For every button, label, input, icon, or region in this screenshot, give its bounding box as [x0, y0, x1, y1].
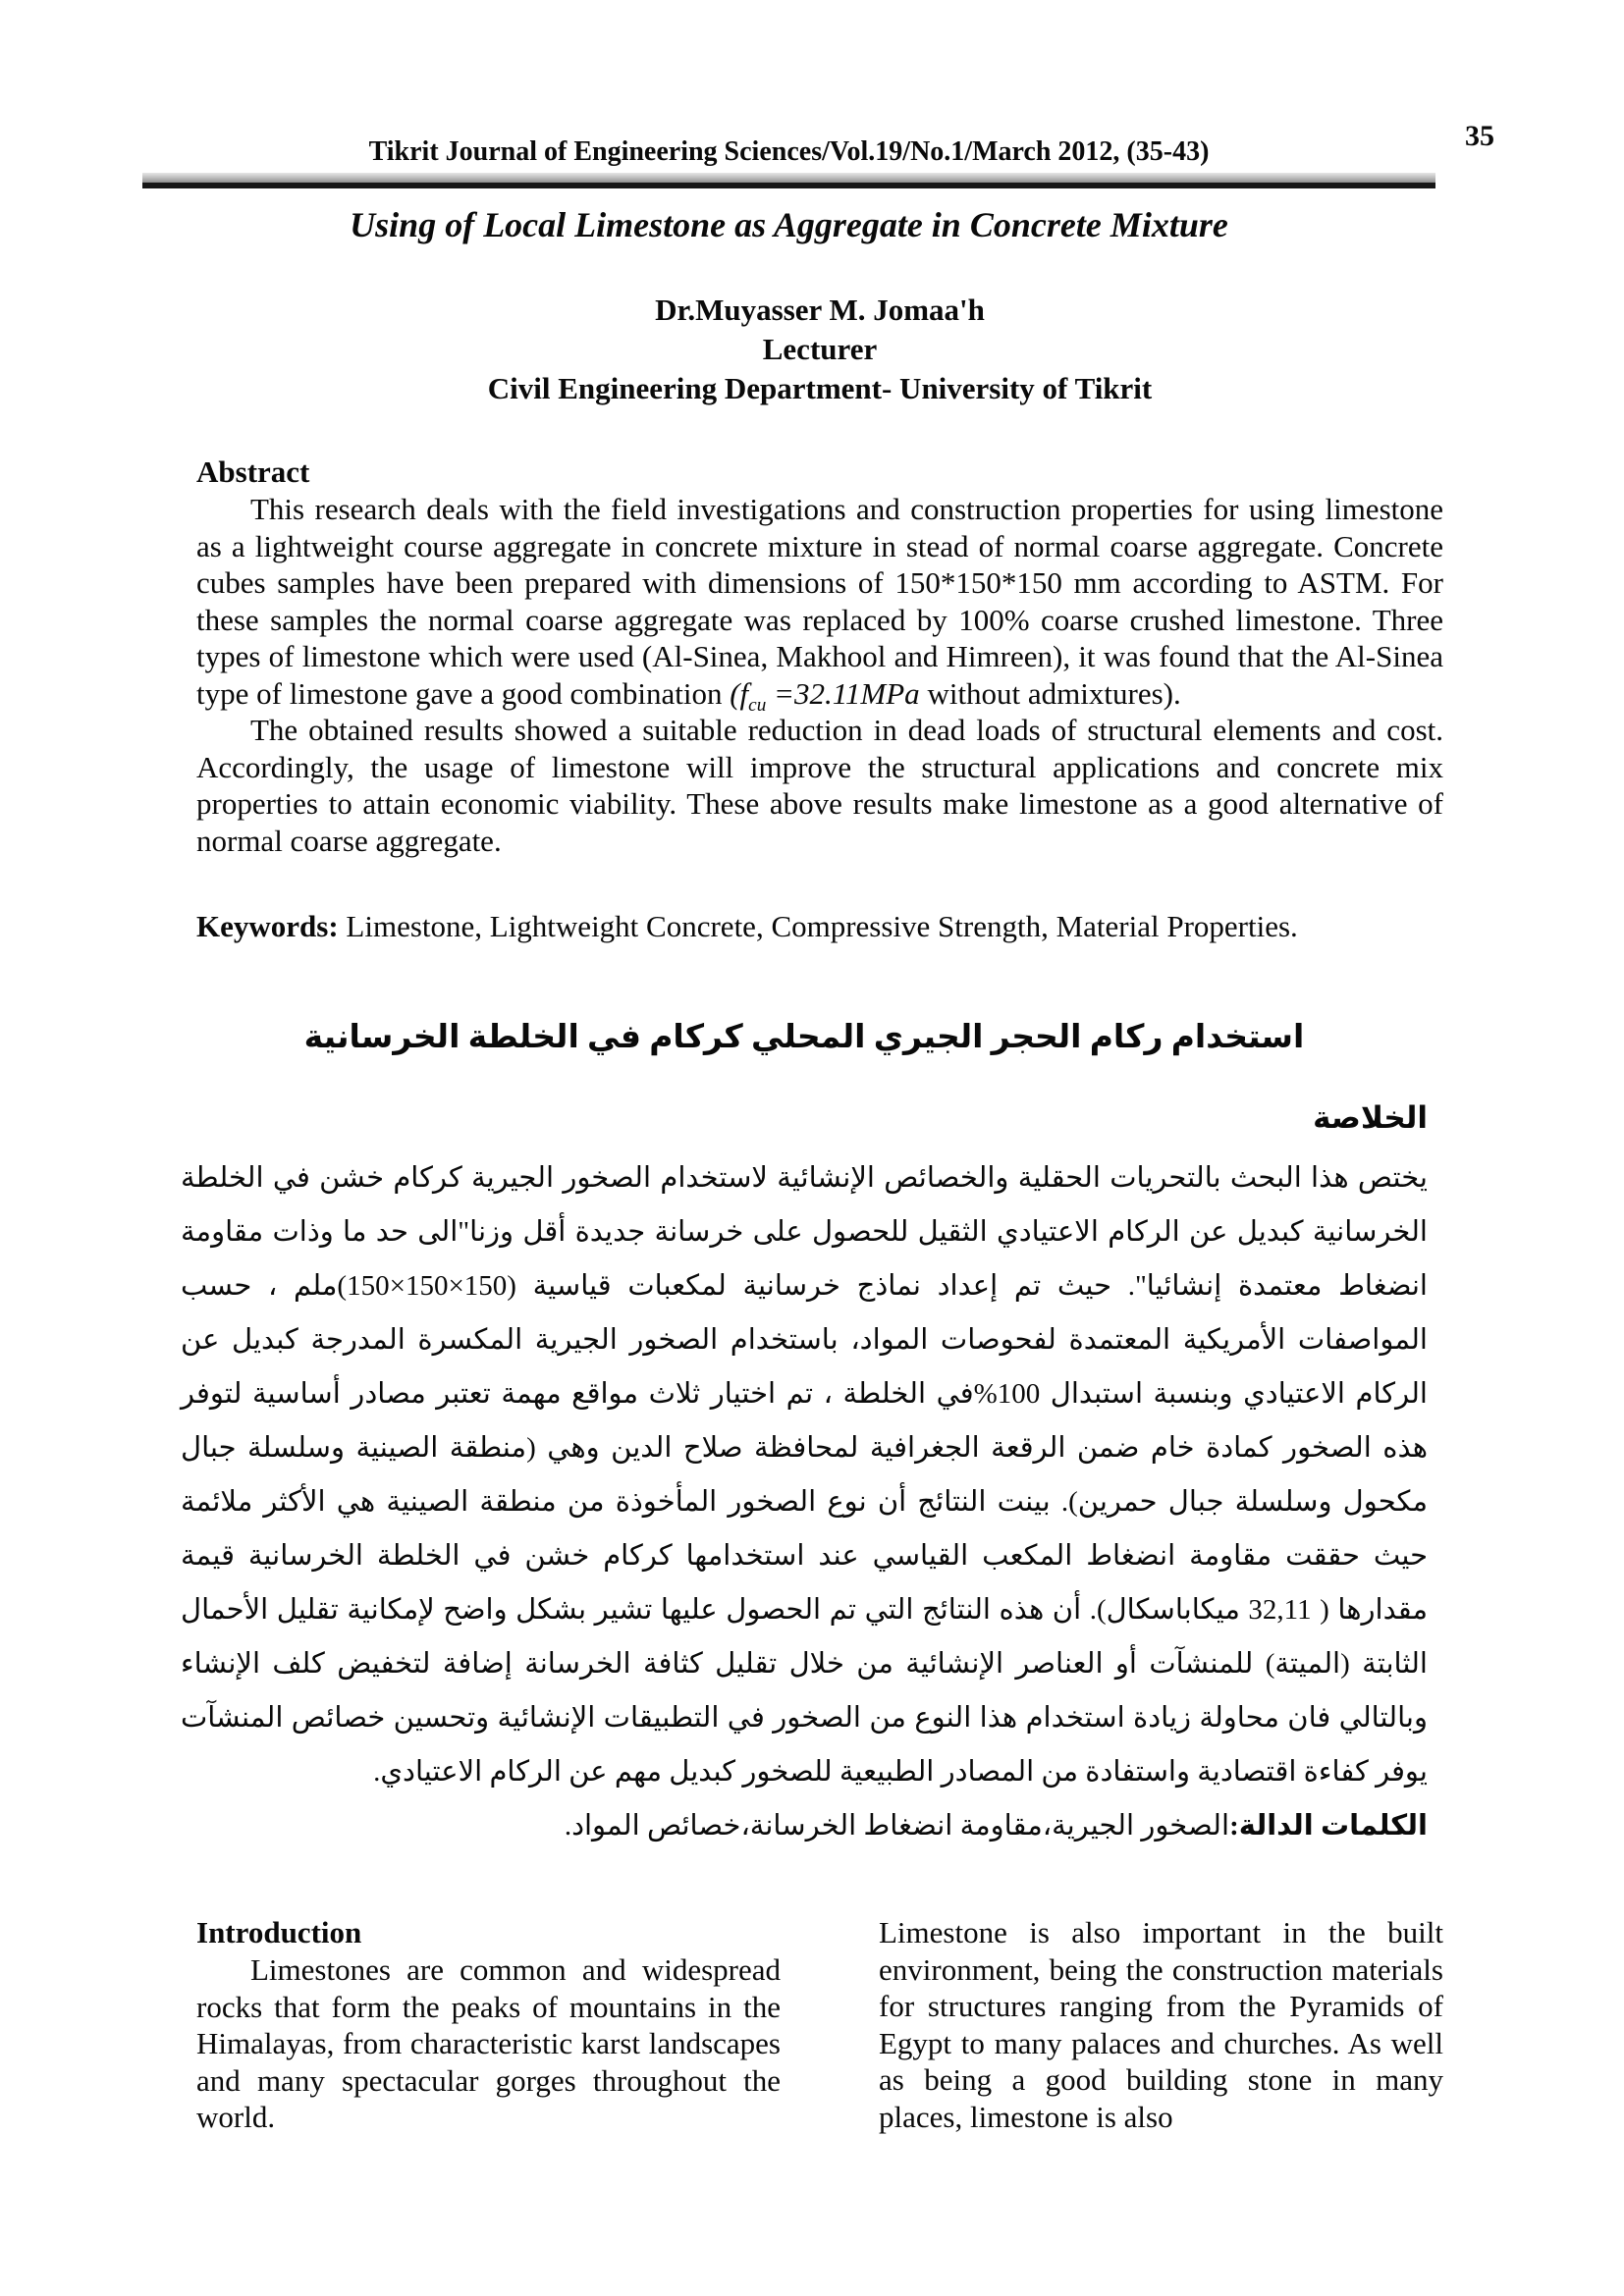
introduction-columns — [196, 1914, 1443, 2136]
journal-header: Tikrit Journal of Engineering Sciences/Vol.19/No.1/March 2012, (35-43) — [368, 136, 1210, 167]
introduction-right-paragraph: Limestone is also important in the built environment, being the construction materials for structures ranging from the Pyramids of Egypt to many palaces and churches. As well as being a good building stone in many places, limestone is also — [879, 1915, 1443, 2134]
author-name: Dr.Muyasser M. Jomaa'h — [655, 293, 985, 327]
abstract-p1-end: without admixtures). — [919, 675, 1181, 711]
header-rule-top — [142, 173, 1435, 183]
introduction-heading: Introduction — [196, 1915, 362, 1949]
keywords-line — [196, 908, 1443, 945]
author-role: Lecturer — [762, 332, 878, 366]
keywords-label: Keywords: — [196, 909, 339, 943]
arabic-abstract-heading: الخلاصة — [1313, 1100, 1428, 1135]
abstract-p1-text: This research deals with the field investigations and construction properties for using limestone as a lightweight course aggregate in concrete mixture in stead of normal coarse aggregate. Concrete cubes samples have been prepared with dimensions of 150*150*150 mm according to ASTM. For these samples the normal coarse aggregate was replaced by 100% coarse crushed limestone. Three types of limestone which were used (Al-Sinea, Makhool and Himreen), it was found that the Al-Sinea type of limestone gave a good combination — [196, 492, 1443, 711]
fcu-subscript: cu — [748, 694, 767, 716]
introduction-left-column — [196, 1914, 781, 2136]
abstract-section — [196, 454, 1443, 859]
arabic-keywords-line — [181, 1799, 1428, 1853]
keywords-text: Limestone, Lightweight Concrete, Compressive Strength, Material Properties. — [338, 909, 1298, 943]
arabic-keywords-label: الكلمات الدالة: — [1229, 1810, 1428, 1842]
introduction-left-paragraph: Limestones are common and widespread rocks that form the peaks of mountains in the Himalayas, from characteristic karst landscapes and many spectacular gorges throughout the world. — [196, 1952, 781, 2134]
arabic-keywords-text: الصخور الجيرية،مقاومة انضغاط الخرسانة،خصائص المواد. — [564, 1810, 1230, 1842]
arabic-abstract-paragraph: يختص هذا البحث بالتحريات الحقلية والخصائص الإنشائية لاستخدام الصخور الجيرية كركام خشن في الخلطة الخرسانية كبديل عن الركام الاعتيادي الثقيل للحصول على خرسانة جديدة أقل وزنا"الى حد ما وذات مقاومة انضغاط معتمدة إنشائيا". حيث تم إعداد نماذج خرسانية لمكعبات قياسية (150×150×150)ملم ، حسب المواصفات الأمريكية المعتمدة لفحوصات المواد، باستخدام الصخور الجيرية المكسرة المدرجة كبديل عن الركام الاعتيادي وبنسبة استبدال 100%في الخلطة ، تم اختيار ثلاث مواقع مهمة تعتبر مصادر أساسية لتوفر هذه الصخور كمادة خام ضمن الرقعة الجغرافية لمحافظة صلاح الدين وهي (منطقة الصينية وسلسلة جبال مكحول وسلسلة جبال حمرين). بينت النتائج أن نوع الصخور المأخوذة من منطقة الصينية هي الأكثر ملائمة حيث حققت مقاومة انضغاط المكعب القياسي عند استخدامها كركام خشن في الخلطة الخرسانية قيمة مقدارها ( 32,11 ميكاباسكال). أن هذه النتائج التي تم الحصول عليها تشير بشكل واضح لإمكانية تقليل الأحمال الثابتة (الميتة) للمنشآت أو العناصر الإنشائية من خلال تقليل كثافة الخرسانة إضافة لتخفيض كلف الإنشاء وبالتالي فان محاولة زيادة استخدام هذا النوع من الصخور في التطبيقات الإنشائية وتحسين خصائص المنشآت يوفر كفاءة اقتصادية واستفادة من المصادر الطبيعية للصخور كبديل مهم عن الركام الاعتيادي. — [181, 1162, 1428, 1788]
abstract-heading: Abstract — [196, 454, 310, 489]
header-rule-bottom — [142, 183, 1435, 188]
arabic-title: استخدام ركام الحجر الجيري المحلي كركام في الخلطة الخرسانية — [303, 1020, 1305, 1055]
fcu-open: (f — [730, 675, 749, 711]
author-block — [196, 291, 1443, 408]
page-number: 35 — [1465, 120, 1494, 152]
paper-title: Using of Local Limestone as Aggregate in Concrete Mixture — [350, 205, 1228, 244]
abstract-paragraph-1 — [196, 491, 1443, 716]
header-rule — [142, 173, 1435, 188]
abstract-paragraph-2: The obtained results showed a suitable reduction in dead loads of structural elements and cost. Accordingly, the usage of limestone will improve the structural applications and concrete mix properties to attain economic viability. These above results make limestone as a good alternative of normal coarse aggregate. — [196, 713, 1443, 858]
fcu-value: =32.11MPa — [766, 675, 920, 711]
fcu-formula — [730, 675, 920, 716]
author-affiliation: Civil Engineering Department- University of Tikrit — [487, 371, 1153, 405]
introduction-right-column — [879, 1914, 1443, 2136]
